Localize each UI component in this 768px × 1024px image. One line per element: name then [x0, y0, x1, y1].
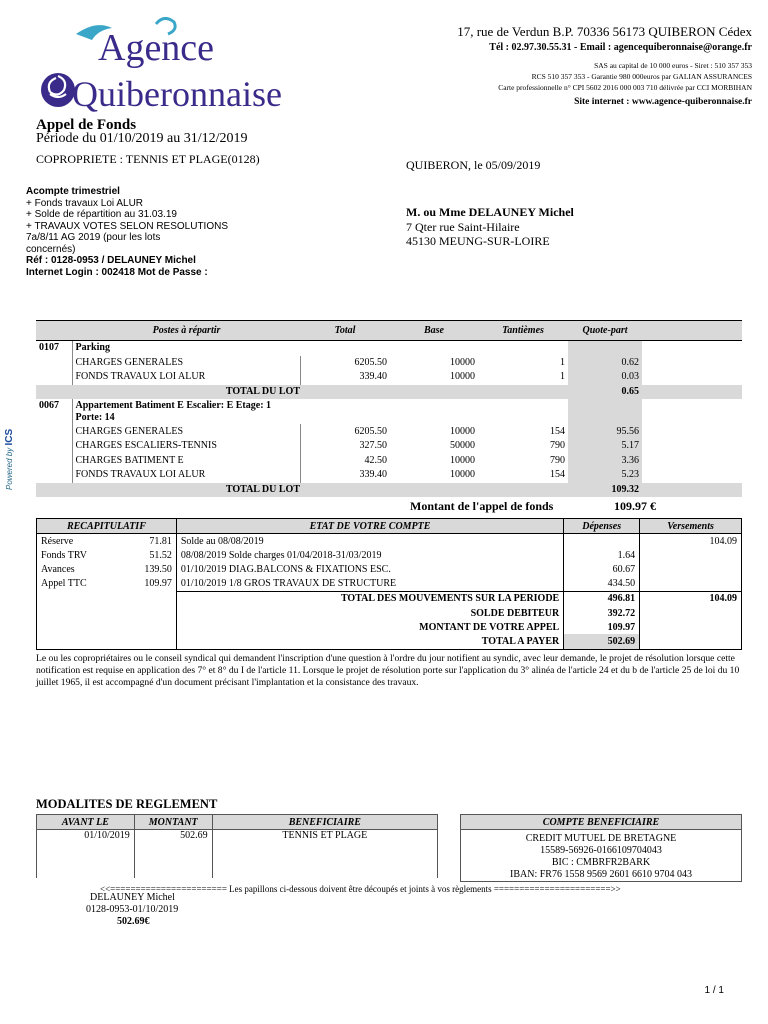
recap-header: RECAPITULATIF — [37, 519, 177, 534]
col-avant-le: AVANT LE — [37, 815, 135, 830]
info-line: + Solde de répartition au 31.03.19 — [26, 209, 177, 220]
table-row: CHARGES ESCALIERS-TENNIS 327.50 50000 790 5.17 — [36, 439, 742, 454]
recipient-address — [406, 205, 574, 249]
info-line: 7a/8/11 AG 2019 (pour les lots — [26, 232, 161, 243]
bank-name: CREDIT MUTUEL DE BRETAGNE — [525, 833, 677, 844]
total-to-pay-row: TOTAL A PAYER 502.69 — [37, 634, 742, 649]
lot-number: 0067 — [39, 400, 59, 412]
total-row: MONTANT DE VOTRE APPEL 109.97 — [37, 620, 742, 634]
lot-number: 0107 — [39, 342, 59, 354]
triskel-emblem — [41, 73, 75, 107]
montant-value: 109.97 € — [614, 499, 656, 513]
modalites-title: MODALITES DE REGLEMENT — [36, 797, 218, 811]
depenses-header: Dépenses — [564, 519, 640, 534]
info-line: + TRAVAUX VOTES SELON RESOLUTIONS — [26, 220, 228, 232]
recipient-name: M. ou Mme DELAUNEY Michel — [406, 205, 574, 219]
table-row: Avances 139.50 01/10/2019 DIAG.BALCONS & FIXATIONS ESC. 60.67 — [37, 562, 742, 576]
lot-header — [36, 341, 742, 356]
powered-by — [4, 429, 15, 490]
col-tantiemes: Tantièmes — [478, 321, 568, 341]
col-postes: Postes à répartir — [36, 321, 300, 341]
doc-title: Appel de Fonds — [36, 117, 137, 133]
info-line: + Fonds travaux Loi ALUR — [26, 197, 144, 209]
lot-label: Appartement Batiment E Escalier: E Etage: 1 Porte: 14 — [72, 399, 390, 424]
lot-total-row: TOTAL DU LOT 0.65 — [36, 385, 742, 400]
info-block: Acompte trimestriel + Fonds travaux Loi ALUR + Solde de répartition au 31.03.19 + TRAVAUX VOTES SELON RESOLUTIONS 7a/8/11 AG 2019 (pour les lots concernés) Réf : 0128-0953 / DELAUNEY Michel Internet Login : 002418 Mot de Passe : — [26, 186, 228, 278]
logo-line2: Quiberonnaise — [72, 74, 282, 114]
info-heading: Acompte trimestriel — [26, 186, 120, 197]
cut-notice: <<======================= Les papillons ci-dessous doivent être découpés et joints à vos règlements =======================>> — [100, 884, 621, 894]
versements-header: Versements — [640, 519, 742, 534]
table-row: Réserve 71.81 Solde au 08/08/2019 104.09 — [37, 534, 742, 549]
coupon-ref: 0128-0953-01/10/2019 — [86, 904, 179, 915]
logo-line1: Agence — [98, 27, 215, 69]
copropriete: COPROPRIETE : TENNIS ET PLAGE(0128) — [36, 152, 260, 166]
recipient-street: 7 Qter rue Saint-Hilaire — [406, 219, 520, 234]
col-base: Base — [390, 321, 478, 341]
page-number: 1 / 1 — [704, 985, 724, 996]
lot-label: Parking — [72, 341, 300, 356]
company-legal-2: RCS 510 357 353 - Garantie 980 000euros par GALIAN ASSURANCES — [531, 72, 752, 81]
recipient-city: 45130 MEUNG-SUR-LOIRE — [406, 234, 550, 248]
info-line: concernés) — [26, 243, 76, 255]
company-website: Site internet : www.agence-quiberonnaise.fr — [574, 97, 752, 107]
table-row: CHARGES BATIMENT E 42.50 10000 790 3.36 — [36, 454, 742, 469]
agency-logo — [36, 14, 304, 114]
recap-table — [36, 518, 742, 650]
coupon-amount: 502.69€ — [117, 916, 150, 927]
lot-total-row: TOTAL DU LOT 109.32 — [36, 483, 742, 498]
table-row: FONDS TRAVAUX LOI ALUR 339.40 10000 1 0.03 — [36, 370, 742, 385]
table-row: Fonds TRV 51.52 08/08/2019 Solde charges 01/04/2018-31/03/2019 1.64 — [37, 548, 742, 562]
bank-account-table — [460, 814, 742, 882]
place-date: QUIBERON, le 05/09/2019 — [406, 158, 541, 172]
table-row: 01/10/2019 502.69 TENNIS ET PLAGE — [37, 830, 438, 879]
bank-account: 15589-56926-0166109704043 — [540, 845, 662, 856]
ics-brand: ICS — [4, 428, 15, 446]
internet-login: Internet Login : 002418 Mot de Passe : — [26, 266, 208, 278]
doc-period: Période du 01/10/2019 au 31/12/2019 — [36, 131, 248, 146]
bank-iban: IBAN: FR76 1558 9569 2601 6610 9704 043 — [510, 869, 692, 880]
col-beneficiaire: BENEFICIAIRE — [212, 815, 437, 830]
payment-table — [36, 814, 438, 878]
col-montant: MONTANT — [134, 815, 212, 830]
col-quote-part: Quote-part — [568, 321, 642, 341]
account-header: ETAT DE VOTRE COMPTE — [176, 519, 563, 534]
company-legal-3: Carte professionnelle n° CPI 5602 2016 000 003 710 délivrée par CCI MORBIHAN — [498, 83, 752, 92]
lot-header — [36, 399, 742, 424]
ref-label: Réf : 0128-0953 — [26, 255, 99, 266]
company-address: 17, rue de Verdun B.P. 70336 56173 QUIBERON Cédex — [457, 24, 752, 39]
powered-by-text: Powered by — [5, 447, 14, 490]
table-row: CHARGES GENERALES 6205.50 10000 154 95.56 — [36, 424, 742, 439]
montant-label: Montant de l'appel de fonds — [410, 499, 554, 513]
table-row: FONDS TRAVAUX LOI ALUR 339.40 10000 154 5.23 — [36, 468, 742, 483]
col-compte-beneficiaire: COMPTE BENEFICIAIRE — [461, 815, 742, 830]
bank-bic: BIC : CMBRFR2BARK — [551, 857, 651, 868]
table-row: CHARGES GENERALES 6205.50 10000 1 0.62 — [36, 356, 742, 371]
total-row: TOTAL DES MOUVEMENTS SUR LA PERIODE 496.81 104.09 — [37, 591, 742, 606]
company-contact: Tél : 02.97.30.55.31 - Email : agencequiberonnaise@orange.fr — [489, 42, 752, 53]
lots-table — [36, 320, 742, 497]
ref-name: DELAUNEY Michel — [107, 255, 196, 266]
coupon-name: DELAUNEY Michel — [90, 892, 175, 903]
col-total: Total — [300, 321, 390, 341]
total-row: SOLDE DEBITEUR 392.72 — [37, 606, 742, 620]
legal-notice: Le ou les copropriétaires ou le conseil syndical qui demandent l'inscription d'une question à l'ordre du jour notifient au syndic, avec leur demande, le projet de résolution lorsque cette notification est requise en application des 7° et 8° du I de l'article 11. Lorsque le projet de résolution porte sur l'application du 3° alinéa de l'article 24 et du b de l'article 25 de loi du 10 juillet 1965, il est accompagné d'un document précisant l'implantation et la consistance des travaux. — [36, 653, 740, 688]
company-legal-1: SAS au capital de 10 000 euros - Siret : 510 357 353 — [594, 61, 752, 70]
table-row: Appel TTC 109.97 01/10/2019 1/8 GROS TRAVAUX DE STRUCTURE 434.50 — [37, 577, 742, 592]
